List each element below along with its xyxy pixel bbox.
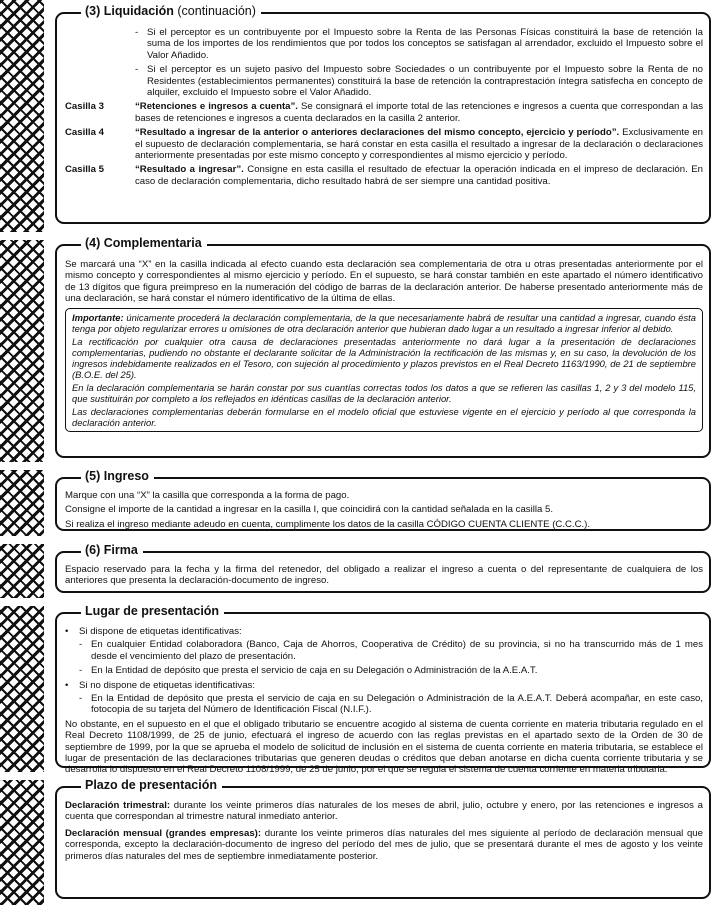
bullet-item: • Si dispone de etiquetas identificativas: (65, 626, 242, 637)
decorative-border-strip (0, 0, 44, 905)
plazo-trimestral: Declaración trimestral: durante los veinte primeros días naturales de los meses de abril, julio, octubre y enero, por las retenciones e ingresos a cuenta que correspondan al trimestre natural inmediato anterior. (65, 800, 704, 823)
ingreso-line: Si realiza el ingreso mediante adeudo en cuenta, cumplimente los datos de la casilla CÓDIGO CUENTA CLIENTE (C.C.C.). (65, 518, 591, 530)
section-plazo (55, 778, 711, 899)
section-liquidacion (55, 4, 711, 224)
bullet-item: • Si no dispone de etiquetas identificativas: (65, 679, 255, 691)
strip-gap (0, 536, 44, 544)
strip-gap (0, 598, 44, 606)
section-ingreso (55, 469, 711, 531)
strip-gap (0, 462, 44, 470)
section-title: (3) Liquidación (continuación) (67, 4, 261, 18)
section-title: (5) Ingreso (67, 469, 154, 483)
dash-item: - En la Entidad de depósito que presta el servicio de caja en su Delegación o Administración de la A.E.A.T. (79, 665, 538, 677)
importante-note: Importante: únicamente procederá la declaración complementaria, de la que necesariamente habrá de resultar una cantidad a ingresar, cuando ésta tenga por objeto regularizar errores u omisiones de otra declaración anterior que hubieran dado lugar a un resultado a ingresar inferior al debido. La rectificación por cualquier otra causa de declaraciones presentadas anteriormente no dará lugar a la presentación de declaraciones complementarias, pudiendo no obstante el declarante solicitar de la Administración la rectificación de las mismas y, en su caso, la devolución de los ingresos indebidamente realizados en el Tesoro, con sujeción al procedimiento y plazos previstos en el Real Decreto 1163/1990, de 21 de septiembre (B.O.E. del 25). En la declaración complementaria se harán constar por sus cuantías correctas todos los datos a que se refieren las casillas 1, 2 y 3 del modelo 115, que sustituirán por completo a los reflejados en idénticas casillas de la declaración anterior. Las declaraciones complementarias deberán formularse en el modelo oficial que estuviese vigente en el ejercicio y período al que corresponda la declaración anterior. (65, 308, 703, 432)
section-complementaria (55, 236, 711, 458)
dash-item: - Si el perceptor es un contribuyente por el Impuesto sobre la Renta de las Personas Físicas constituirá la base de retención la suma de los importes de los rendimientos que por todos los conceptos se satisfagan al arrendador, excluido el Impuesto sobre el Valor Añadido. (135, 27, 703, 61)
casilla-5: Casilla 5 “Resultado a ingresar”. Consigne en esta casilla el resultado de efectuar la operación indicada en el impreso de declaración. En caso de declaración complementaria, dicho resultado habrá de ser siempre una cantidad positiva. (65, 164, 703, 187)
strip-gap (0, 232, 44, 240)
section-title: Lugar de presentación (67, 604, 224, 618)
dash-item: - En cualquier Entidad colaboradora (Banco, Caja de Ahorros, Cooperativa de Crédito) de su provincia, si no ha transcurrido más de 1 mes desde el vencimiento del plazo de presentación. (79, 639, 703, 662)
casilla-3: Casilla 3 “Retenciones e ingresos a cuenta”. Se consignará el importe total de las retenciones e ingresos a cuenta que correspondan a las bases de retenciones e ingresos a cuenta declarados en la casilla 2 anterior. (65, 101, 703, 124)
ingreso-line: Consigne el importe de la cantidad a ingresar en la casilla I, que coincidirá con la cantidad señalada en la casilla 5. (65, 504, 553, 516)
plazo-mensual: Declaración mensual (grandes empresas): durante los veinte primeros días naturales del mes siguiente al período de declaración mensual que corresponda, excepto la declaración-documento de ingreso del período del mes de julio, que se presentará durante el mes de agosto y los veinte primeros días naturales del mes de septiembre inmediatamente posterior. (65, 827, 703, 862)
section-lugar (55, 604, 711, 776)
section-title: (6) Firma (67, 543, 143, 557)
section-title: Plazo de presentación (67, 778, 222, 792)
dash-item: - Si el perceptor es un sujeto pasivo del Impuesto sobre Sociedades o un contribuyente por el Impuesto sobre la Renta de no Residentes (establecimientos permanentes) constituirá la base de retención la contraprestación íntegra satisfecha en concepto de alquiler, excluido el Impuesto sobre el Valor Añadido. (135, 64, 703, 99)
section-title: (4) Complementaria (67, 236, 207, 250)
complementaria-text: Se marcará una “X” en la casilla indicada al efecto cuando esta declaración sea complementaria de otra u otras presentadas anteriormente por el mismo concepto y correspondientes al mismo ejercicio y período. En el supuesto, se hará constar también en este apartado el número identificativo de 13 dígitos que figura preimpreso en la numeración del código de barras de la declaración anterior. De haberse presentado anteriormente más de una declaración, se hará constar el número identificativo de la última de ellas. (65, 259, 703, 305)
strip-gap (0, 772, 44, 780)
casilla-4: Casilla 4 “Resultado a ingresar de la anterior o anteriores declaraciones del mismo concepto, ejercicio y período”. Exclusivamente en el supuesto de declaración complementaria, se hará constar en esta casilla el resultado a ingresar de la declaración o declaraciones anteriormente presentadas por este mismo concepto y correspondientes al mismo ejercicio y período. (65, 127, 704, 162)
ingreso-line: Marque con una “X” la casilla que corresponda a la forma de pago. (65, 490, 350, 501)
lugar-text: No obstante, en el supuesto en el que el obligado tributario se encuentre acogido al sistema de cuenta corriente en materia tributaria regulado en el Real Decreto 1108/1999, de 25 de junio, efectuará el ingreso de acuerdo con las reglas previstas en el apartado sexto de la Orden de 30 de septiembre de 1999, por la que se aprueba el modelo de solicitud de inclusión en el sistema de cuenta corriente en materia tributaria, se establece el lugar de presentación de las declaraciones tributarias que generen deudas o créditos que deban anotarse en dicha cuenta corriente tributaria y se desarrolla lo dispuesto en el Real Decreto 1108/1999, de 25 de junio, por el que se regula el sistema de cuenta corriente en materia tributaria. (65, 718, 703, 776)
firma-text: Espacio reservado para la fecha y la firma del retenedor, del obligado a realizar el ingreso a cuenta o del representante de cualquiera de los anteriores que presenta la declaración-documento de ingreso. (65, 564, 703, 587)
section-firma (55, 543, 711, 593)
dash-item: - En la Entidad de depósito que presta el servicio de caja en su Delegación o Administración de la A.E.A.T. Deberá acompañar, en este caso, fotocopia de su tarjeta del Número de Identificación Fiscal (N.I.F.). (79, 693, 703, 716)
